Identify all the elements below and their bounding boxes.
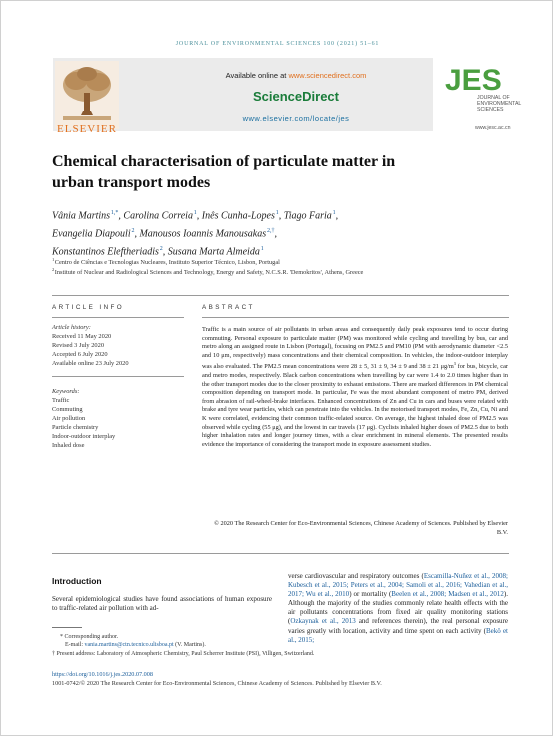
- corresponding-author-note: * Corresponding author.: [60, 634, 119, 640]
- unit-superscript: 3: [453, 361, 456, 367]
- article-title: [52, 151, 502, 193]
- history-item: Accepted 6 July 2020: [52, 351, 108, 358]
- author-line: [52, 224, 512, 242]
- elsevier-tree-logo: [55, 61, 119, 129]
- keyword: Inhaled dose: [52, 442, 85, 449]
- author-affil-sup[interactable]: 1: [332, 210, 336, 216]
- author-name[interactable]: Vânia Martins: [52, 210, 111, 222]
- abstract-copyright: © 2020 The Research Center for Eco-Environmental Sciences, Chinese Academy of Sciences. Published by Elsevier B.V.: [214, 520, 508, 536]
- author-line: [52, 206, 512, 224]
- article-info-rule: [52, 317, 184, 318]
- author-name[interactable]: Manousos Ioannis Manousakas: [139, 228, 267, 240]
- article-info-rule: [52, 376, 184, 377]
- keyword: Commuting: [52, 406, 83, 413]
- history-item: Available online 23 July 2020: [52, 360, 129, 367]
- article-history-label: Article history:: [52, 324, 91, 331]
- footnote-rule: [52, 627, 82, 628]
- author-separator: ,: [134, 228, 140, 240]
- author-separator: ,: [278, 210, 284, 222]
- citation-link[interactable]: Ozkaynak et al., 2013: [290, 617, 356, 626]
- keyword: Particle chemistry: [52, 424, 99, 431]
- email-label: E-mail:: [65, 642, 85, 649]
- footnotes: [52, 633, 512, 658]
- sciencedirect-logo: ScienceDirect: [253, 89, 339, 104]
- author-affil-sup[interactable]: 1,*: [110, 210, 119, 216]
- elsevier-wordmark: ELSEVIER: [57, 123, 117, 135]
- abstract-heading: ABSTRACT: [202, 304, 255, 311]
- keywords: [52, 387, 184, 450]
- author-separator: ,: [274, 228, 277, 240]
- keyword: Traffic: [52, 397, 70, 404]
- section-divider: [52, 553, 509, 554]
- author-affil-sup[interactable]: 1: [275, 210, 279, 216]
- article-info-heading: ARTICLE INFO: [52, 304, 125, 311]
- author-affil-sup[interactable]: 1: [193, 210, 197, 216]
- affiliation-number: 1: [52, 257, 55, 262]
- jes-name-line: JOURNAL OF: [477, 95, 510, 101]
- jes-journal-name: [477, 95, 527, 113]
- intro-text: and references therein), the real personal exposure varies greatly with location, activity and time spent on each activity (: [288, 617, 508, 635]
- author-separator: ,: [335, 210, 339, 222]
- keywords-label: Keywords:: [52, 388, 80, 395]
- author-name[interactable]: Susana Marta Almeida: [167, 245, 260, 257]
- author-affil-sup[interactable]: 2,†: [266, 227, 275, 234]
- article-history: [52, 323, 184, 368]
- author-affil-sup[interactable]: 2: [159, 245, 163, 252]
- intro-text: ) or mortality (: [349, 590, 392, 599]
- history-item: Revised 3 July 2020: [52, 342, 105, 349]
- intro-text: ). Although the majority of the studies commonly relate health effects with the air pollutants concentrations from fixed air quality monitoring stations (: [288, 590, 509, 626]
- author-list: [52, 206, 512, 259]
- jes-logo-text: JES: [445, 64, 502, 95]
- publication-info: 1001-0742/© 2020 The Research Center for Eco-Environmental Sciences, Chinese Academy of Sciences. Published by Elsevier B.V.: [52, 680, 382, 687]
- keyword: Indoor-outdoor interplay: [52, 433, 116, 440]
- jes-logo: [444, 63, 504, 95]
- author-name[interactable]: Konstantinos Eleftheriadis: [52, 245, 159, 257]
- author-name[interactable]: Inês Cunha-Lopes: [201, 210, 275, 222]
- doi-link[interactable]: https://doi.org/10.1016/j.jes.2020.07.008: [52, 671, 153, 678]
- present-address-note: † Present address: Laboratory of Atmospheric Chemistry, Paul Scherrer Institute (PSI), Villigen, Switzerland.: [52, 650, 315, 657]
- affiliation-text: Institute of Nuclear and Radiological Sciences and Technology, Energy and Safety, N.C.S.R. 'Demokritos', Athens, Greece: [54, 269, 364, 277]
- available-online-label: Available online at: [225, 71, 289, 80]
- email-link[interactable]: vania.martins@ctn.tecnico.ulisboa.pt: [84, 642, 174, 649]
- abstract-text-part: for bus, bicycle, car and metro modes, respectively. Black carbon concentrations when travelling by car were 1.4 to 2.0 times higher than in the other transport modes due to the closer proximity to exhaust emissions. There are marked differences in PM chemical composition depending on transport mode. In particular, Fe was the most abundant component of metro PM, derived from abrasion of rail-wheel-brake interfaces. Enhanced concentrations of Zn and Cu in cars and buses were related with brake and tyre wear particles, which can penetrate into the vehicles. In the motorised transport modes, Fe, Zn, Cu, Ni and K were correlated, evidencing their common traffic-related source. On average, the highest inhaled dose of PM2.5 was observed while cycling (55 μg), and the lowest in car travels (17 μg). Cyclists inhaled higher doses of PM2.5 due to both higher inhalation rates and longer journey times, with a clear enrichment in mineral elements. The presented results evidence the importance of considering the transport mode in exposure assessment studies.: [202, 363, 508, 448]
- title-line: urban transport modes: [52, 174, 211, 191]
- available-online-line: [151, 71, 441, 80]
- citation-link[interactable]: Beelen et al., 2008; Madsen et al., 2012: [391, 590, 504, 599]
- jes-name-line: ENVIRONMENTAL: [477, 101, 522, 107]
- author-name[interactable]: Carolina Correia: [123, 210, 193, 222]
- section-divider: [52, 295, 509, 296]
- author-separator: ,: [196, 210, 202, 222]
- abstract-text-part: Traffic is a main source of air pollutants in urban areas and consequently daily peak exposures tend to occur during commuting. Personal exposure to particulate matter (PM) was monitored while cycling and travelling by bus, car and metro along an assigned route in Lisbon (Portugal), focusing on PM2.5 and PM10 (PM with aerodynamic diameter <2.5 and 10 μm, respectively) mass concentrations and their chemical composition. In vehicles, the indoor-outdoor interplay was also evaluated. The PM2.5 mean concentrations were 28 ± 5, 31 ± 9, 34 ± 9 and 38 ± 21 μg/m: [202, 326, 508, 371]
- keyword: Air pollution: [52, 415, 86, 422]
- introduction-heading: Introduction: [52, 576, 102, 586]
- citation-link[interactable]: Escamilla-Nuñez et al., 2008; Kubesch et al., 2015; Peters et al., 2004; Samoli et al., 2016; Vahedian et al., 2017; Wu et al., 2010: [288, 572, 508, 599]
- affiliation-text: Centro de Ciências e Tecnologias Nucleares, Instituto Superior Técnico, Lisbon, Portugal: [54, 259, 280, 267]
- abstract-text: [202, 326, 508, 449]
- jes-website-link[interactable]: www.jesc.ac.cn: [475, 125, 511, 131]
- author-separator: ,: [118, 210, 124, 222]
- author-affil-sup[interactable]: 2: [131, 227, 135, 234]
- journal-homepage-link[interactable]: www.elsevier.com/locate/jes: [242, 114, 350, 123]
- author-name[interactable]: Evangelia Diapouli: [52, 228, 131, 240]
- title-line: Chemical characterisation of particulate matter in: [52, 153, 396, 170]
- history-item: Received 11 May 2020: [52, 333, 112, 340]
- citation-link[interactable]: Bekö et al., 2015;: [288, 626, 508, 644]
- sciencedirect-link[interactable]: www.sciencedirect.com: [288, 71, 367, 80]
- abstract-rule: [202, 317, 509, 318]
- affiliation: [52, 265, 512, 277]
- author-separator: ,: [162, 245, 168, 257]
- journal-running-head: JOURNAL OF ENVIRONMENTAL SCIENCES 100 (2021) 51–61: [175, 41, 380, 47]
- email-suffix: (V. Martins).: [173, 642, 206, 649]
- affiliation-number: 2: [52, 267, 55, 272]
- introduction-column-left: Several epidemiological studies have found associations of human exposure to traffic-related air pollution with ad-: [52, 595, 272, 613]
- intro-text: verse cardiovascular and respiratory outcomes (: [288, 572, 424, 580]
- author-name[interactable]: Tiago Faria: [283, 210, 332, 222]
- author-affil-sup[interactable]: 1: [260, 245, 264, 252]
- jes-name-line: SCIENCES: [477, 107, 504, 113]
- email-note: [52, 641, 512, 649]
